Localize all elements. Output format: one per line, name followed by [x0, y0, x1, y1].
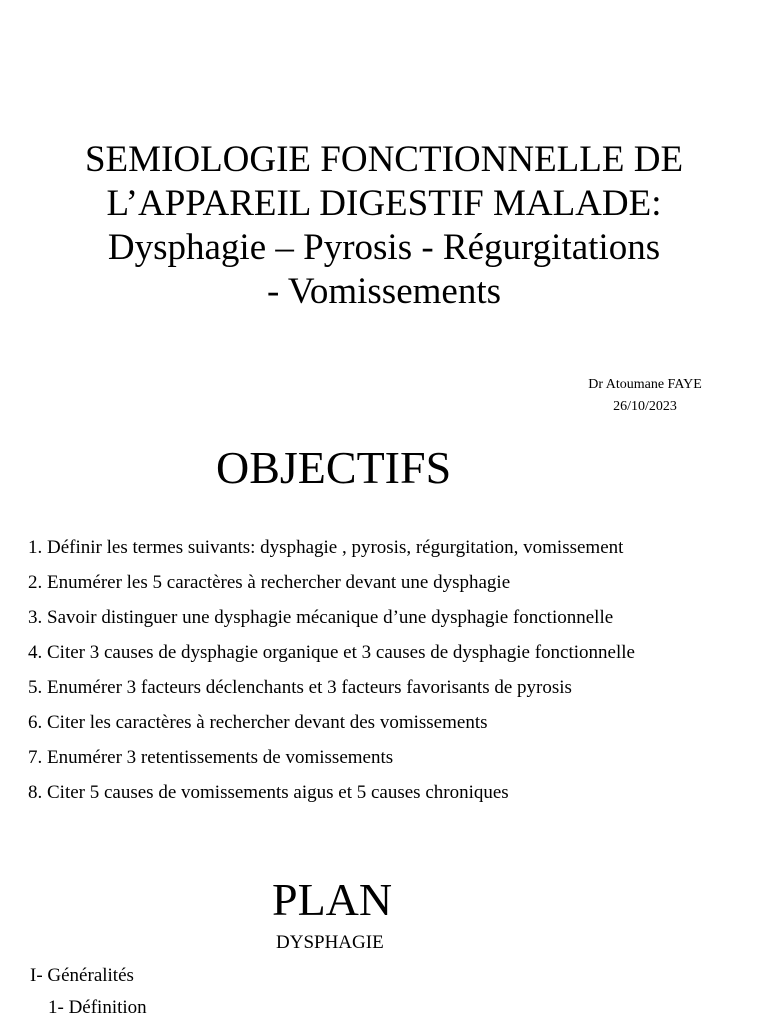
- objective-item: 3. Savoir distinguer une dysphagie mécanique d’une dysphagie fonctionnelle: [28, 607, 614, 628]
- objective-item: 2. Enumérer les 5 caractères à rechercher devant une dysphagie: [28, 572, 511, 593]
- objective-item: 6. Citer les caractères à rechercher devant des vomissements: [28, 712, 488, 733]
- title-line-1: SEMIOLOGIE FONCTIONNELLE DE: [84, 139, 684, 180]
- objective-item: 8. Citer 5 causes de vomissements aigus et 5 causes chroniques: [28, 782, 509, 803]
- title-line-3: Dysphagie – Pyrosis - Régurgitations: [107, 227, 661, 268]
- author-date: 26/10/2023: [613, 399, 677, 414]
- title-line-4: - Vomissements: [266, 271, 501, 312]
- objectives-list: [28, 534, 635, 814]
- plan-subheading: DYSPHAGIE: [276, 932, 384, 953]
- objective-item: 7. Enumérer 3 retentissements de vomissements: [28, 747, 394, 768]
- objective-item: 1. Définir les termes suivants: dysphagie , pyrosis, régurgitation, vomissement: [28, 537, 624, 558]
- plan-heading: PLAN: [272, 874, 393, 925]
- author-block: [560, 374, 730, 418]
- title-line-2: L’APPAREIL DIGESTIF MALADE:: [106, 183, 662, 224]
- document-title: [0, 138, 768, 314]
- plan-item-level-1: I- Généralités: [30, 965, 134, 986]
- objective-item: 5. Enumérer 3 facteurs déclenchants et 3 facteurs favorisants de pyrosis: [28, 677, 572, 698]
- author-name: Dr Atoumane FAYE: [588, 377, 702, 392]
- plan-item-level-2: 1- Définition: [48, 997, 147, 1018]
- plan-list: [30, 960, 147, 1024]
- objectifs-heading: OBJECTIFS: [216, 442, 452, 493]
- objective-item: 4. Citer 3 causes de dysphagie organique et 3 causes de dysphagie fonctionnelle: [28, 642, 635, 663]
